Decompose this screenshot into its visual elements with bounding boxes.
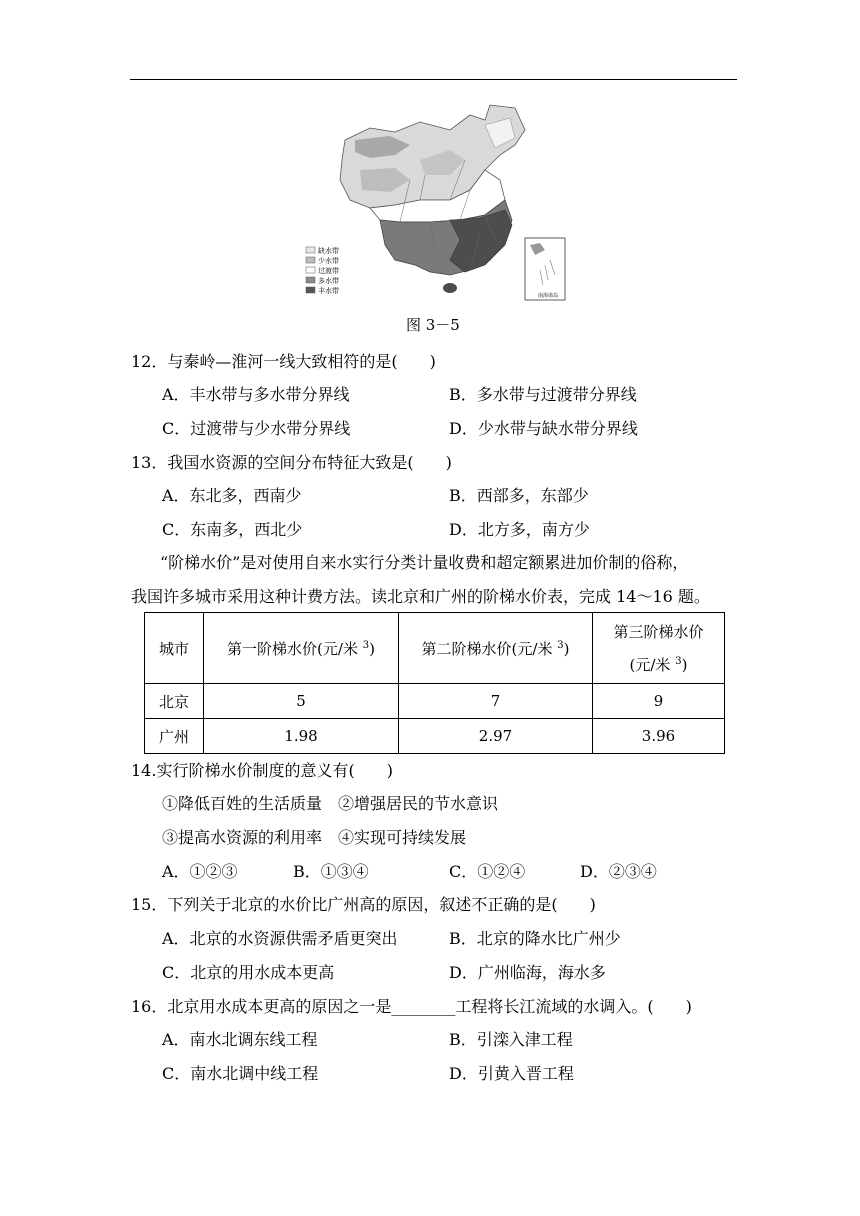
- q16-option-d: D．引黄入晋工程: [449, 1064, 574, 1083]
- inset-label: 南海诸岛: [538, 293, 559, 299]
- intro-line-1: “阶梯水价”是对使用自来水实行分类计量收费和超定额累进加价制的俗称，: [160, 553, 689, 572]
- q14-option-a: A．①②③: [162, 862, 238, 881]
- th-tier2: 第二阶梯水价(元/米 $^3$): [399, 613, 593, 684]
- q12-stem: 12．与秦岭—淮河一线大致相符的是( ): [131, 352, 436, 371]
- legend-label-0: 缺水带: [318, 247, 339, 255]
- q15-option-a: A．北京的水资源供需矛盾更突出: [162, 929, 398, 948]
- q15-option-b: B．北京的降水比广州少: [449, 929, 621, 948]
- map-region-abundant-water: [450, 210, 512, 272]
- map-legend: [306, 246, 339, 295]
- figure-caption: 图 3－5: [406, 316, 460, 334]
- water-price-table: [144, 612, 725, 754]
- cell-city: 广州: [145, 719, 204, 754]
- q14-stem: 14.实行阶梯水价制度的意义有( ): [131, 761, 393, 780]
- legend-label-3: 多水带: [318, 277, 339, 285]
- q16-option-b: B．引滦入津工程: [449, 1030, 573, 1049]
- intro-line-2: 我国许多城市采用这种计费方法。读北京和广州的阶梯水价表，完成 14～16 题。: [131, 587, 710, 606]
- cell-t2: 2.97: [399, 719, 593, 754]
- q12-option-d: D．少水带与缺水带分界线: [449, 419, 638, 438]
- china-water-map: [300, 100, 570, 305]
- q13-option-b: B．西部多，东部少: [449, 486, 589, 505]
- q13-option-c: C．东南多，西北少: [162, 520, 303, 539]
- cell-city: 北京: [145, 684, 204, 719]
- q16-option-c: C．南水北调中线工程: [162, 1064, 319, 1083]
- q12-option-c: C．过渡带与少水带分界线: [162, 419, 351, 438]
- q14-option-b: B．①③④: [293, 862, 369, 881]
- q14-statement-1: ①降低百姓的生活质量 ②增强居民的节水意识: [162, 794, 499, 813]
- q16-stem: 16．北京用水成本更高的原因之一是________工程将长江流域的水调入。( ): [131, 997, 692, 1016]
- cell-t1: 1.98: [204, 719, 399, 754]
- q14-statement-2: ③提高水资源的利用率 ④实现可持续发展: [162, 828, 467, 847]
- table-row: [145, 719, 725, 754]
- header-rule: [130, 79, 737, 80]
- q13-option-a: A．东北多，西南少: [162, 486, 302, 505]
- map-hainan: [443, 283, 457, 293]
- q14-option-d: D．②③④: [580, 862, 657, 881]
- cell-t3: 3.96: [593, 719, 725, 754]
- legend-label-2: 过渡带: [318, 267, 339, 275]
- q15-stem: 15．下列关于北京的水价比广州高的原因，叙述不正确的是( ): [131, 895, 596, 914]
- q14-option-c: C．①②④: [449, 862, 526, 881]
- q15-option-c: C．北京的用水成本更高: [162, 963, 335, 982]
- south-sea-inset: [525, 238, 565, 300]
- th-tier3: 第三阶梯水价 (元/米 $^3$): [593, 613, 725, 684]
- cell-t1: 5: [204, 684, 399, 719]
- table-row: [145, 684, 725, 719]
- q12-option-b: B．多水带与过渡带分界线: [449, 385, 637, 404]
- th-tier1: 第一阶梯水价(元/米 $^3$): [204, 613, 399, 684]
- cell-t2: 7: [399, 684, 593, 719]
- legend-label-1: 少水带: [318, 257, 339, 265]
- cell-t3: 9: [593, 684, 725, 719]
- q13-stem: 13．我国水资源的空间分布特征大致是( ): [131, 453, 452, 472]
- q15-option-d: D．广州临海，海水多: [449, 963, 606, 982]
- q16-option-a: A．南水北调东线工程: [162, 1030, 318, 1049]
- q13-option-d: D．北方多，南方少: [449, 520, 590, 539]
- legend-label-4: 丰水带: [318, 287, 339, 295]
- th-city: 城市: [145, 613, 204, 684]
- table-header-row: [145, 613, 725, 684]
- q12-option-a: A．丰水带与多水带分界线: [162, 385, 350, 404]
